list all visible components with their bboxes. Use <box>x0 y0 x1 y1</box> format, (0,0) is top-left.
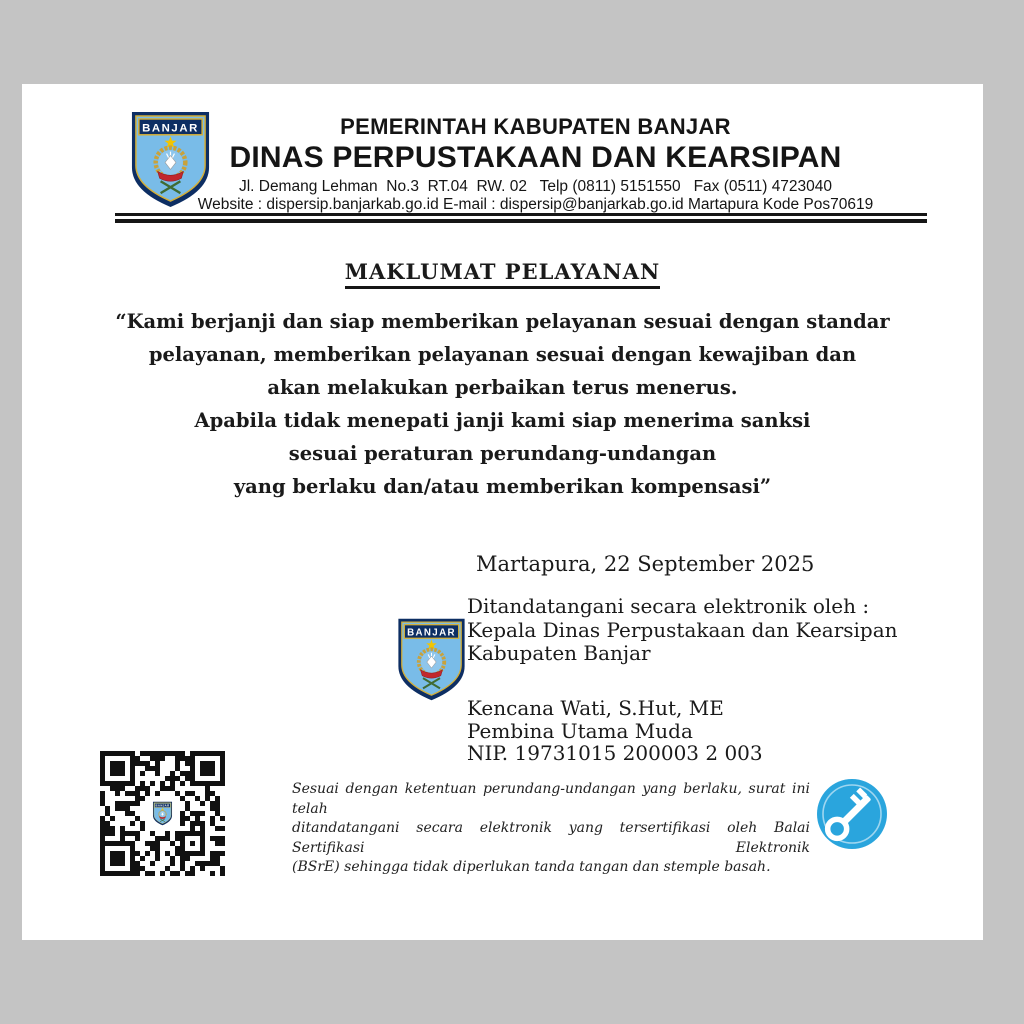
pledge-line: “Kami berjanji dan siap memberikan pelayanan sesuai dengan standar <box>115 310 890 333</box>
letterhead <box>140 114 931 214</box>
letterhead-agency: DINAS PERPUSTAKAAN DAN KEARSIPAN <box>229 141 842 174</box>
disclaimer-line: (BSrE) sehingga tidak diperlukan tanda tangan dan stemple basah. <box>292 859 771 875</box>
letterhead-contact: Website : dispersip.banjarkab.go.id E-mail : dispersip@banjarkab.go.id Martapura Kode Pos70619 <box>197 196 874 213</box>
pledge-line: pelayanan, memberikan pelayanan sesuai dengan kewajiban dan <box>148 343 857 366</box>
signer-name: Kencana Wati, S.Hut, ME <box>467 696 724 720</box>
pledge-text <box>62 305 943 503</box>
esign-label: Ditandatangani secara elektronik oleh : <box>467 594 870 618</box>
bsre-disclaimer <box>292 780 810 878</box>
letterhead-address: Jl. Demang Lehman No.3 RT.04 RW. 02 Telp (0811) 5151550 Fax (0511) 4723040 <box>238 178 833 195</box>
disclaimer-line: ditandatangani secara elektronik yang tersertifikasi oleh Balai Sertifikasi Elektronik <box>292 820 810 856</box>
pledge-line: akan melakukan perbaikan terus menerus. <box>267 376 738 399</box>
signature-banjar-logo-icon <box>395 617 468 702</box>
official-title-line1: Kepala Dinas Perpustakaan dan Kearsipan <box>467 617 898 642</box>
letterhead-government: PEMERINTAH KABUPATEN BANJAR <box>340 114 731 139</box>
place-date: Martapura, 22 September 2025 <box>476 552 815 576</box>
pledge-line: sesuai peraturan perundang-undangan <box>288 442 717 465</box>
official-title-line2: Kabupaten Banjar <box>467 641 651 665</box>
document-page <box>22 84 983 940</box>
letterhead-divider <box>115 213 927 223</box>
qr-center-logo-icon <box>151 800 176 829</box>
esign-block <box>467 595 898 666</box>
key-icon <box>813 776 891 854</box>
pledge-line: yang berlaku dan/atau memberikan kompensasi” <box>233 475 772 498</box>
disclaimer-line: Sesuai dengan ketentuan perundang-undangan yang berlaku, surat ini telah <box>292 781 810 817</box>
signer-rank: Pembina Utama Muda <box>467 718 693 743</box>
signer-nip: NIP. 19731015 200003 2 003 <box>467 741 763 765</box>
pledge-line: Apabila tidak menepati janji kami siap menerima sanksi <box>194 409 811 432</box>
page-title: MAKLUMAT PELAYANAN <box>345 259 661 289</box>
signer-block <box>467 697 763 765</box>
